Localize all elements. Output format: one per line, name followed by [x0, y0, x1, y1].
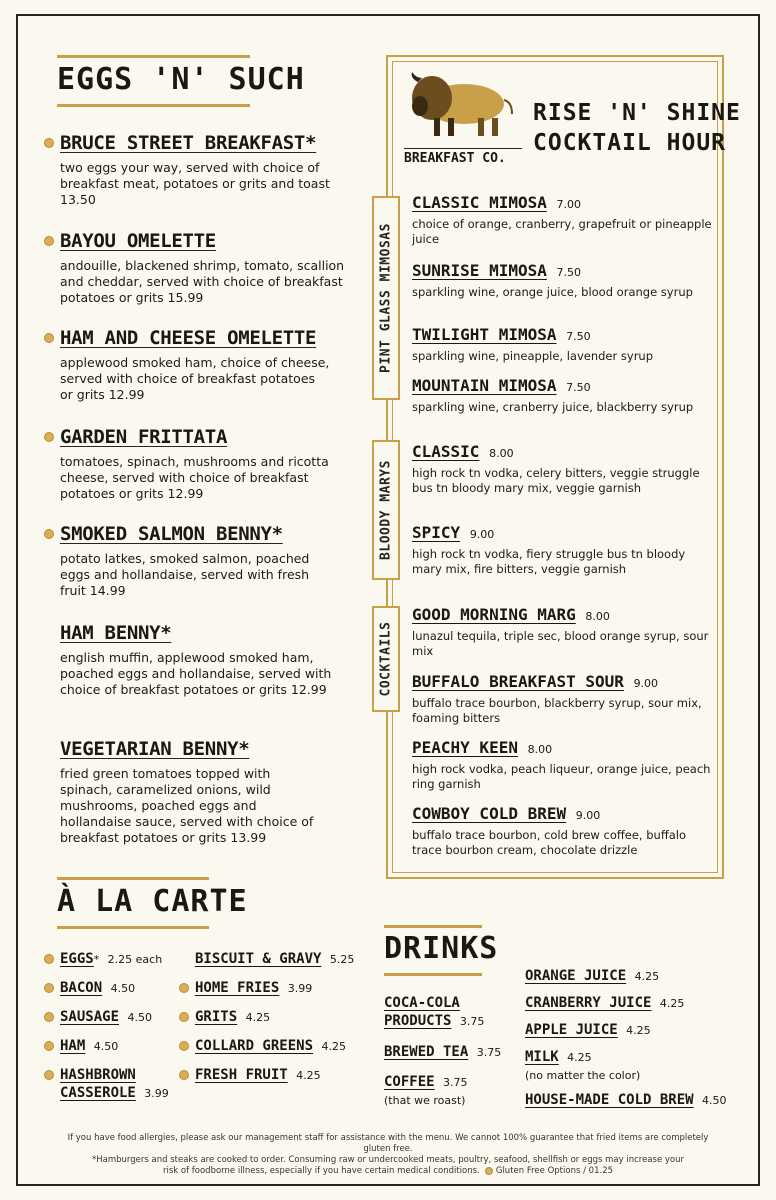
drink-note: (that we roast) [384, 1094, 466, 1107]
gluten-free-icon [485, 1167, 493, 1175]
drink-item: ORANGE JUICE 4.25 [525, 968, 660, 984]
cocktail-name: CLASSIC MIMOSA [412, 193, 547, 212]
drink-price: 4.25 [567, 1051, 592, 1064]
eggs-item-desc: two eggs your way, served with choice of breakfast meat, potatoes or grits and toast 13.50 [60, 160, 330, 207]
cocktail-desc: high rock vodka, peach liqueur, orange juice, peach ring garnish [412, 762, 711, 791]
eggs-item-desc: tomatoes, spinach, mushrooms and ricotta cheese, served with choice of breakfast potatoes or grits 12.99 [60, 454, 329, 501]
drinks-title: DRINKS [384, 931, 499, 966]
gluten-free-icon [44, 1012, 54, 1022]
cocktail-title-line2: COCKTAIL HOUR [533, 130, 727, 156]
drink-price: 3.75 [476, 1046, 502, 1059]
cocktail-desc: buffalo trace bourbon, blackberry syrup, sour mix, foaming bitters [412, 696, 702, 725]
cocktail-name: SPICY [412, 523, 461, 542]
footer-line3: risk of foodborne illness, especially if you have certain medical conditions. Gluten Free Options / 01.25 [162, 1166, 614, 1176]
alacarte-price: 3.99 [287, 982, 313, 995]
drinks-rule-top [384, 925, 482, 928]
drinks-rule-bottom [384, 973, 482, 976]
gluten-free-icon [44, 432, 54, 442]
cocktail-name: COWBOY COLD BREW [412, 804, 567, 823]
alacarte-item: GRITS 4.25 [195, 1009, 271, 1025]
cocktail-name: BUFFALO BREAKFAST SOUR [412, 672, 624, 691]
alacarte-item: SAUSAGE 4.50 [60, 1009, 152, 1025]
cocktail-item [412, 376, 712, 415]
cocktail-desc: buffalo trace bourbon, cold brew coffee, buffalo trace bourbon cream, chocolate drizzle [412, 828, 687, 857]
eggs-item-name: BAYOU OMELETTE [60, 230, 216, 252]
alacarte-price: 4.50 [127, 1011, 152, 1024]
eggs-item-name: HAM AND CHEESE OMELETTE [60, 327, 317, 349]
drink-item: MILK 4.25 (no matter the color) [525, 1048, 640, 1085]
eggs-item-desc: fried green tomatoes topped with spinach, caramelized onions, wild mushrooms, poached eggs and hollandaise sauce, served with choice of breakfast potatoes or grits 13.99 [60, 766, 314, 845]
cocktail-item [412, 261, 712, 300]
cocktail-name: GOOD MORNING MARG [412, 605, 576, 624]
drink-price: 4.25 [626, 1024, 651, 1037]
drink-item: BREWED TEA 3.75 [384, 1044, 502, 1060]
cocktail-item [412, 738, 712, 792]
alacarte-item: HOME FRIES 3.99 [195, 980, 313, 996]
cocktail-name: MOUNTAIN MIMOSA [412, 376, 557, 395]
eggs-item [60, 738, 325, 846]
gluten-free-icon [179, 1012, 189, 1022]
drink-item: HOUSE-MADE COLD BREW 4.50 [525, 1092, 727, 1108]
cocktail-name: TWILIGHT MIMOSA [412, 325, 557, 344]
gluten-free-icon [44, 1070, 54, 1080]
cocktail-name: PEACHY KEEN [412, 738, 518, 757]
alacarte-item: FRESH FRUIT 4.25 [195, 1067, 321, 1083]
gluten-free-icon [44, 236, 54, 246]
eggs-item-name: BRUCE STREET BREAKFAST* [60, 132, 317, 154]
cocktail-item [412, 523, 712, 577]
cocktail-price: 7.50 [556, 266, 581, 279]
cocktail-price: 7.50 [566, 330, 591, 343]
gluten-free-icon [44, 529, 54, 539]
cocktail-price: 8.00 [585, 610, 610, 623]
cocktail-price: 9.00 [575, 809, 601, 822]
cocktail-title [533, 98, 741, 158]
alacarte-price: 4.50 [110, 982, 136, 995]
alacarte-rule-top [57, 877, 209, 880]
alacarte-rule-bottom [57, 926, 209, 929]
alacarte-price: 4.25 [245, 1011, 271, 1024]
cocktail-name: SUNRISE MIMOSA [412, 261, 547, 280]
alacarte-price: 4.25 [321, 1040, 346, 1053]
alacarte-price: 2.25 each [107, 953, 163, 966]
alacarte-price: 4.25 [296, 1069, 321, 1082]
footer-gf-label: Gluten Free Options [495, 1166, 581, 1176]
section-label-cocktails: COCKTAILS [372, 606, 400, 712]
eggs-item-name: GARDEN FRITTATA [60, 426, 228, 448]
alacarte-item: HASHBROWN CASSEROLE 3.99 [60, 1067, 169, 1101]
gluten-free-icon [44, 138, 54, 148]
alacarte-item: HAM 4.50 [60, 1038, 119, 1054]
eggs-item [60, 327, 330, 403]
alacarte-title: À LA CARTE [57, 884, 248, 919]
cocktail-price: 9.00 [469, 528, 495, 541]
eggs-item [60, 132, 340, 208]
gluten-free-icon [44, 954, 54, 964]
eggs-title: EGGS 'N' SUCH [57, 62, 305, 97]
eggs-rule-top [57, 55, 250, 58]
alacarte-item: COLLARD GREENS 4.25 [195, 1038, 346, 1054]
alacarte-price: 3.99 [144, 1087, 169, 1100]
drink-price: 4.25 [634, 970, 660, 983]
section-label-bloody-marys: BLOODY MARYS [372, 440, 400, 580]
footer-line2: *Hamburgers and steaks are cooked to order. Consuming raw or undercooked meats, poultry, seafood, shellfish or eggs may increase your [92, 1155, 684, 1165]
eggs-item-desc: applewood smoked ham, choice of cheese, served with choice of breakfast potatoes or grits 12.99 [60, 355, 330, 402]
eggs-item-name: SMOKED SALMON BENNY* [60, 523, 283, 545]
drink-price: 3.75 [459, 1015, 485, 1028]
gluten-free-icon [44, 333, 54, 343]
footer-date: 01.25 [588, 1166, 614, 1176]
cocktail-item [412, 804, 712, 858]
cocktail-price: 9.00 [633, 677, 659, 690]
cocktail-item [412, 605, 712, 659]
cocktail-price: 7.50 [566, 381, 591, 394]
section-label-mimosas: PINT GLASS MIMOSAS [372, 196, 400, 400]
cocktail-name: CLASSIC [412, 442, 480, 461]
drink-price: 4.25 [659, 997, 685, 1010]
logo-text: BREAKFAST CO. [404, 148, 522, 166]
cocktail-desc: choice of orange, cranberry, grapefruit or pineapple juice [412, 217, 712, 246]
alacarte-price: 4.50 [93, 1040, 119, 1053]
cocktail-desc: sparkling wine, cranberry juice, blackberry syrup [412, 400, 694, 414]
cocktail-item [412, 442, 712, 496]
eggs-item [60, 230, 350, 306]
eggs-rule-bottom [57, 104, 250, 107]
cocktail-item [412, 325, 712, 364]
eggs-item-desc: english muffin, applewood smoked ham, poached eggs and hollandaise, served with choice of breakfast potatoes or grits 12.99 [60, 650, 332, 697]
cocktail-desc: sparkling wine, orange juice, blood orange syrup [412, 285, 693, 299]
drink-note: (no matter the color) [525, 1069, 641, 1082]
cocktail-desc: sparkling wine, pineapple, lavender syrup [412, 349, 654, 363]
eggs-item-name: VEGETARIAN BENNY* [60, 738, 250, 760]
eggs-item [60, 523, 310, 599]
cocktail-price: 8.00 [489, 447, 514, 460]
drink-item: CRANBERRY JUICE 4.25 [525, 995, 685, 1011]
alacarte-item: BISCUIT & GRAVY 5.25 [195, 951, 355, 967]
cocktail-price: 7.00 [556, 198, 581, 211]
gluten-free-icon [179, 1041, 189, 1051]
cocktail-item [412, 672, 712, 726]
drink-item: COCA-COLA PRODUCTS 3.75 [384, 995, 485, 1029]
gluten-free-icon [44, 983, 54, 993]
drink-price: 3.75 [443, 1076, 468, 1089]
cocktail-title-line1: RISE 'N' SHINE [533, 100, 741, 126]
alacarte-item: BACON 4.50 [60, 980, 136, 996]
drink-item: APPLE JUICE 4.25 [525, 1022, 651, 1038]
eggs-item-desc: potato latkes, smoked salmon, poached eggs and hollandaise, served with fresh fruit 14.99 [60, 551, 310, 598]
cocktail-desc: high rock tn vodka, celery bitters, veggie struggle bus tn bloody mary mix, veggie garnish [412, 466, 700, 495]
alacarte-price: 5.25 [329, 953, 355, 966]
drink-price: 4.50 [702, 1094, 727, 1107]
gluten-free-icon [44, 1041, 54, 1051]
alacarte-item: EGGS* 2.25 each [60, 951, 163, 967]
cocktail-price: 8.00 [527, 743, 553, 756]
eggs-item-name: HAM BENNY* [60, 622, 172, 644]
drink-item: COFFEE 3.75 (that we roast) [384, 1073, 468, 1110]
footer-disclaimer [60, 1133, 716, 1177]
gluten-free-icon [179, 1070, 189, 1080]
cocktail-desc: lunazul tequila, triple sec, blood orange syrup, sour mix [412, 629, 709, 658]
bison-logo-icon [404, 68, 516, 148]
eggs-item [60, 426, 340, 502]
eggs-item [60, 622, 335, 698]
footer-line1: If you have food allergies, please ask our management staff for assistance with the menu. We cannot 100% guarantee that fried items are completely gluten free. [67, 1133, 709, 1154]
cocktail-item [412, 193, 712, 247]
cocktail-desc: high rock tn vodka, fiery struggle bus tn bloody mary mix, fire bitters, veggie garnish [412, 547, 686, 576]
eggs-item-desc: andouille, blackened shrimp, tomato, scallion and cheddar, served with choice of breakfast potatoes or grits 15.99 [60, 258, 345, 305]
gluten-free-icon [179, 983, 189, 993]
